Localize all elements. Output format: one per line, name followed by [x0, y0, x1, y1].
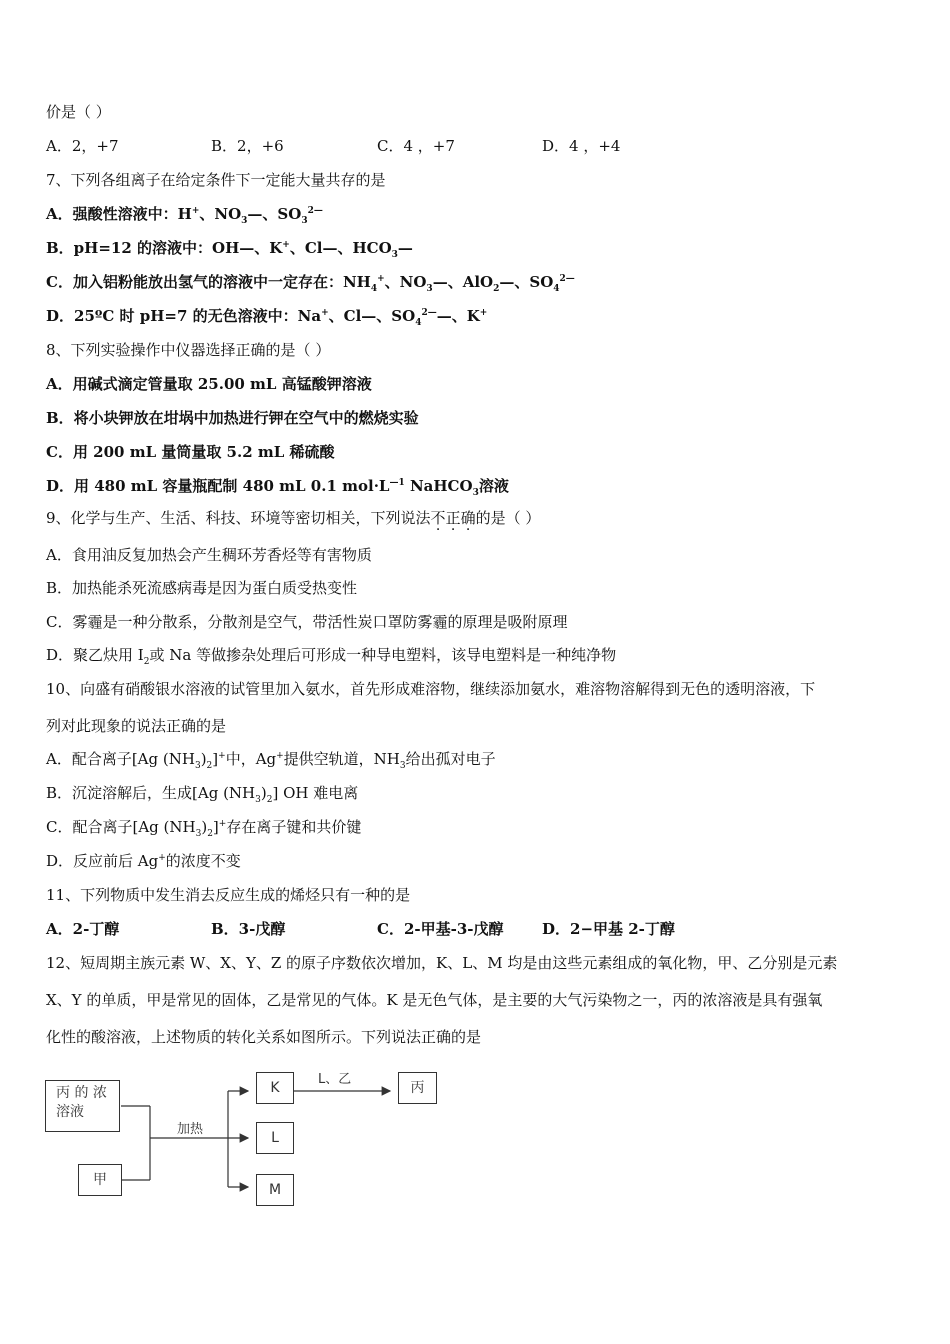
q10-option-b: B．沉淀溶解后，生成[Ag $(NH_3)_2$] OH 难电离 — [46, 784, 359, 805]
q12-stem-line1: 12、短周期主族元素 W、X、Y、Z 的原子序数依次增加，K、L、M 均是由这些元素组成的氧化物，甲、乙分别是元素 — [46, 954, 838, 972]
q11-option-c: C．2-甲基-3-戊醇 — [377, 920, 504, 938]
q6-option-c: C．4 ，+7 — [377, 137, 455, 155]
q8-option-d: D．用 480 mL 容量瓶配制 480 mL 0.1 $mol\cdot L^{—1}$ NaHCO$_3$溶液 — [46, 477, 509, 498]
q6-option-b: B．2，+6 — [211, 137, 284, 155]
q11-option-a: A．2-丁醇 — [46, 920, 120, 938]
box-l: L — [256, 1122, 294, 1154]
box-jia: 甲 — [78, 1164, 122, 1196]
q7-option-a: A．强酸性溶液中：H+、$NO_3—$、$SO_3^{2—}$ — [46, 205, 323, 226]
q10-option-a: A．配合离子[Ag $(NH_3)_2]^+$中，Ag+提供空轨道，$NH_3$给出孤对电子 — [46, 750, 496, 771]
q6-option-d: D．4 ，+4 — [542, 137, 621, 155]
q9-option-d: D．聚乙炔用 $I_2$或 Na 等做掺杂处理后可形成一种导电塑料，该导电塑料是一种纯净物 — [46, 646, 617, 667]
q8-stem: 8、下列实验操作中仪器选择正确的是（ ） — [46, 341, 331, 359]
q9-option-c: C．雾霾是一种分散系，分散剂是空气，带活性炭口罩防雾霾的原理是吸附原理 — [46, 613, 568, 631]
q11-option-b: B．3-戊醇 — [211, 920, 286, 938]
box-concentrated-solution: 丙 的 浓 溶液 — [45, 1080, 120, 1132]
q10-stem-line2: 列对此现象的说法正确的是 — [46, 717, 227, 735]
q10-stem-line1: 10、向盛有硝酸银水溶液的试管里加入氨水，首先形成难溶物，继续添加氨水，难溶物溶解得到无色的透明溶液，下 — [46, 680, 816, 698]
q11-stem: 11、下列物质中发生消去反应生成的烯烃只有一种的是 — [46, 886, 411, 904]
label-heat: 加热 — [177, 1122, 204, 1137]
q9-option-b: B．加热能杀死流感病毒是因为蛋白质受热变性 — [46, 579, 358, 597]
q12-stem-line2: X、Y 的单质，甲是常见的固体，乙是常见的气体。K 是无色气体，是主要的大气污染物之一，丙的浓溶液是具有强氧 — [46, 991, 823, 1009]
box-bing: 丙 — [398, 1072, 437, 1104]
box-m: M — [256, 1174, 294, 1206]
q6-option-a: A．2，+7 — [46, 137, 119, 155]
q9-stem: 9、化学与生产、生活、科技、环境等密切相关，下列说法不正确的是（ ） — [46, 509, 541, 527]
label-l-yi: L、乙 — [318, 1072, 352, 1087]
box-k: K — [256, 1072, 294, 1104]
q7-option-d: D．25ºC 时 pH=7 的无色溶液中：Na+、Cl—、$SO_4^{2—}—$、K+ — [46, 307, 488, 328]
q9-option-a: A．食用油反复加热会产生稠环芳香烃等有害物质 — [46, 546, 372, 564]
q10-option-c: C．配合离子[Ag $(NH_3)_2]^+$存在离子键和共价键 — [46, 818, 362, 839]
q6-stem-tail: 价是（ ） — [46, 103, 111, 121]
q10-option-d: D．反应前后 Ag+的浓度不变 — [46, 852, 241, 870]
q12-stem-line3: 化性的酸溶液，上述物质的转化关系如图所示。下列说法正确的是 — [46, 1028, 482, 1046]
q8-option-c: C．用 200 mL 量筒量取 5.2 mL 稀硫酸 — [46, 443, 335, 461]
q7-option-b: B．pH=12 的溶液中：OH—、K+、Cl—、$HCO_3—$ — [46, 239, 413, 260]
q7-stem: 7、下列各组离子在给定条件下一定能大量共存的是 — [46, 171, 386, 189]
q8-option-a: A．用碱式滴定管量取 25.00 mL 高锰酸钾溶液 — [46, 375, 372, 393]
q7-option-c: C．加入铝粉能放出氢气的溶液中一定存在：$NH_4^+$、$NO_3—$、AlO$_2$—、$SO_4^{2—}$ — [46, 273, 575, 294]
q11-option-d: D．2−甲基 2-丁醇 — [542, 920, 675, 938]
q8-option-b: B．将小块钾放在坩埚中加热进行钾在空气中的燃烧实验 — [46, 409, 419, 427]
